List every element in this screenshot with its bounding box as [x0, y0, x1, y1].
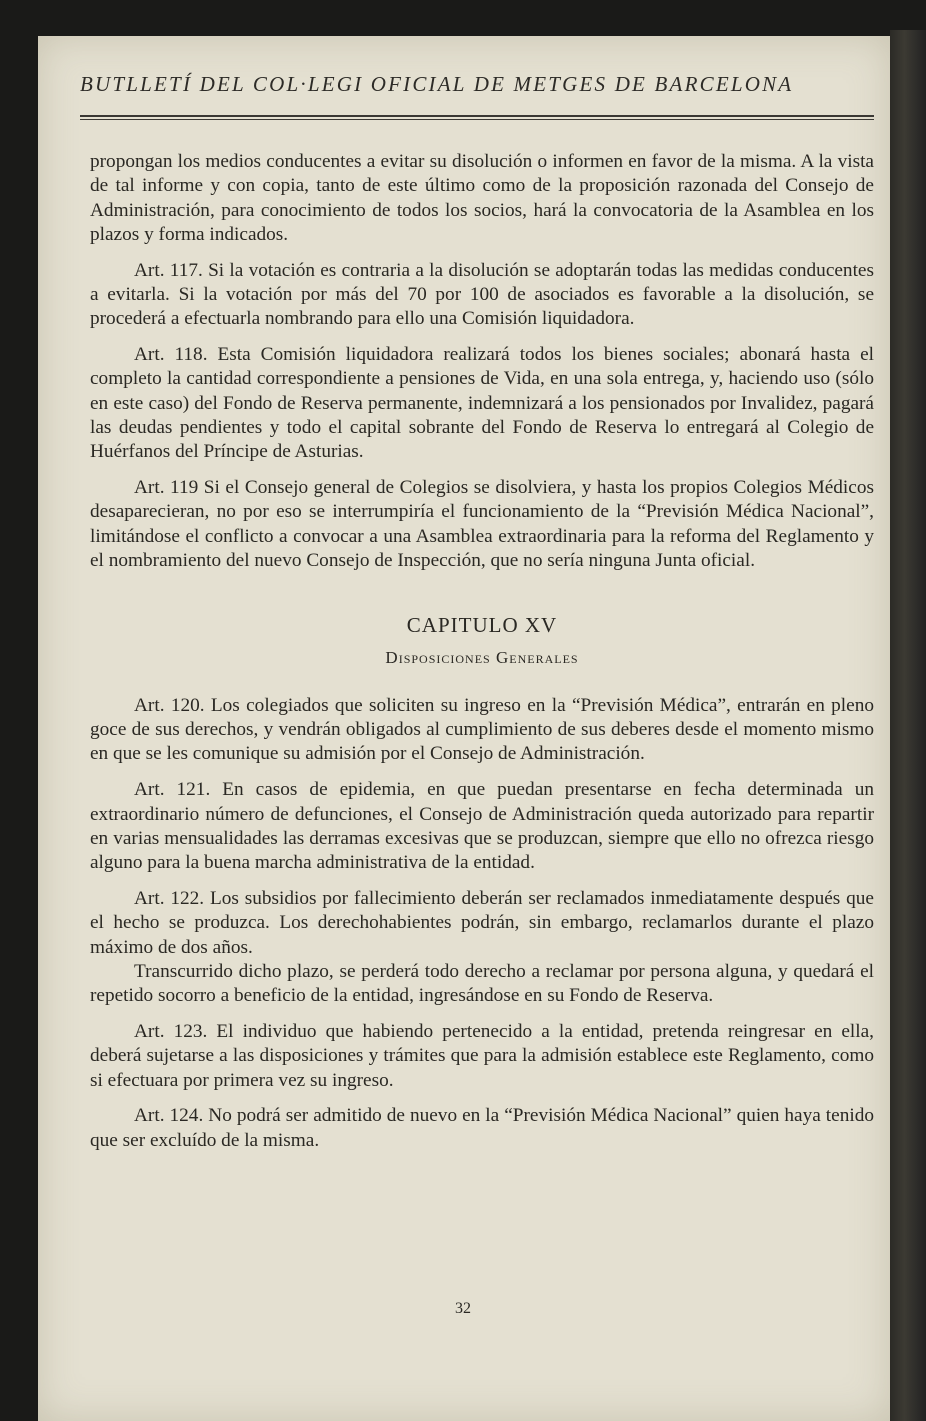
chapter-subtitle: Disposiciones Generales [385, 647, 579, 667]
article-121: Art. 121. En casos de epidemia, en que puedan presentarse en fecha determinada un extraordinario número de defunciones, el Consejo de Administración queda autorizado para repartir en varias mensualidades las derramas excesivas que se produzcan, siempre que ello no ofrezca riesgo alguno para la buena marcha administrativa de la entidad. [90, 779, 874, 874]
header-rule-thin [80, 119, 874, 120]
article-120: Art. 120. Los colegiados que soliciten su ingreso en la “Previsión Médica”, entrarán en pleno goce de sus derechos, y vendrán obligados al cumplimiento de sus deberes desde el momento mismo en que se les comunique su admisión por el Consejo de Administración. [90, 694, 874, 765]
article-122: Art. 122. Los subsidios por fallecimiento deberán ser reclamados inmediatamente después que el hecho se produzca. Los derechohabientes podrán, sin embargo, reclamarlos durante el plazo máximo de dos años. [90, 887, 874, 958]
article-123: Art. 123. El individuo que habiendo pertenecido a la entidad, pretenda reingresar en ella, deberá sujetarse a las disposiciones y trámites que para la admisión establece este Reglamento, como si efectuara por primera vez su ingreso. [90, 1020, 874, 1091]
page-number: 32 [455, 1300, 471, 1317]
running-header: BUTLLETÍ DEL COL·LEGI OFICIAL DE METGES DE BARCELONA [80, 72, 794, 96]
article-122-continuation: Transcurrido dicho plazo, se perderá todo derecho a reclamar por persona alguna, y quedará el repetido socorro a beneficio de la entidad, ingresándose en su Fondo de Reserva. [90, 960, 874, 1007]
page-body [90, 150, 874, 1164]
book-spine-edge [890, 30, 926, 1421]
article-119: Art. 119 Si el Consejo general de Colegios se disolviera, y hasta los propios Colegios Médicos desaparecieran, no por eso se interrumpiría el funcionamiento de la “Previsión Médica Nacional”, limitándose el conflicto a convocar a una Asamblea extraordinaria para la reforma del Reglamento y el nombramiento del nuevo Consejo de Inspección, que no sería ninguna Junta oficial. [90, 477, 874, 571]
article-118: Art. 118. Esta Comisión liquidadora realizará todos los bienes sociales; abonará hasta el completo la cantidad correspondiente a pensiones de Vida, en una sola entrega, y, haciendo uso (sólo en este caso) del Fondo de Reserva permanente, indemnizará a los pensionados por Invalidez, pagará las deudas pendientes y todo el capital sobrante del Fondo de Reserva lo entregará al Colegio de Huérfanos del Príncipe de Asturias. [90, 344, 874, 463]
article-124: Art. 124. No podrá ser admitido de nuevo en la “Previsión Médica Nacional” quien haya tenido que ser excluído de la misma. [90, 1105, 874, 1151]
paragraph-continuation: propongan los medios conducentes a evitar su disolución o informen en favor de la misma. A la vista de tal informe y con copia, tanto de este último como de la proposición razonada del Consejo de Administración, para conocimiento de todos los socios, hará la convocatoria de la Asamblea en los plazos y forma indicados. [90, 151, 874, 245]
header-rule [80, 115, 874, 117]
chapter-title: CAPITULO XV [406, 613, 558, 638]
article-117: Art. 117. Si la votación es contraria a la disolución se adoptarán todas las medidas conducentes a evitarla. Si la votación por más del 70 por 100 de asociados es favorable a la disolución, se procederá a efectuarla nombrando para ello una Comisión liquidadora. [90, 259, 874, 330]
